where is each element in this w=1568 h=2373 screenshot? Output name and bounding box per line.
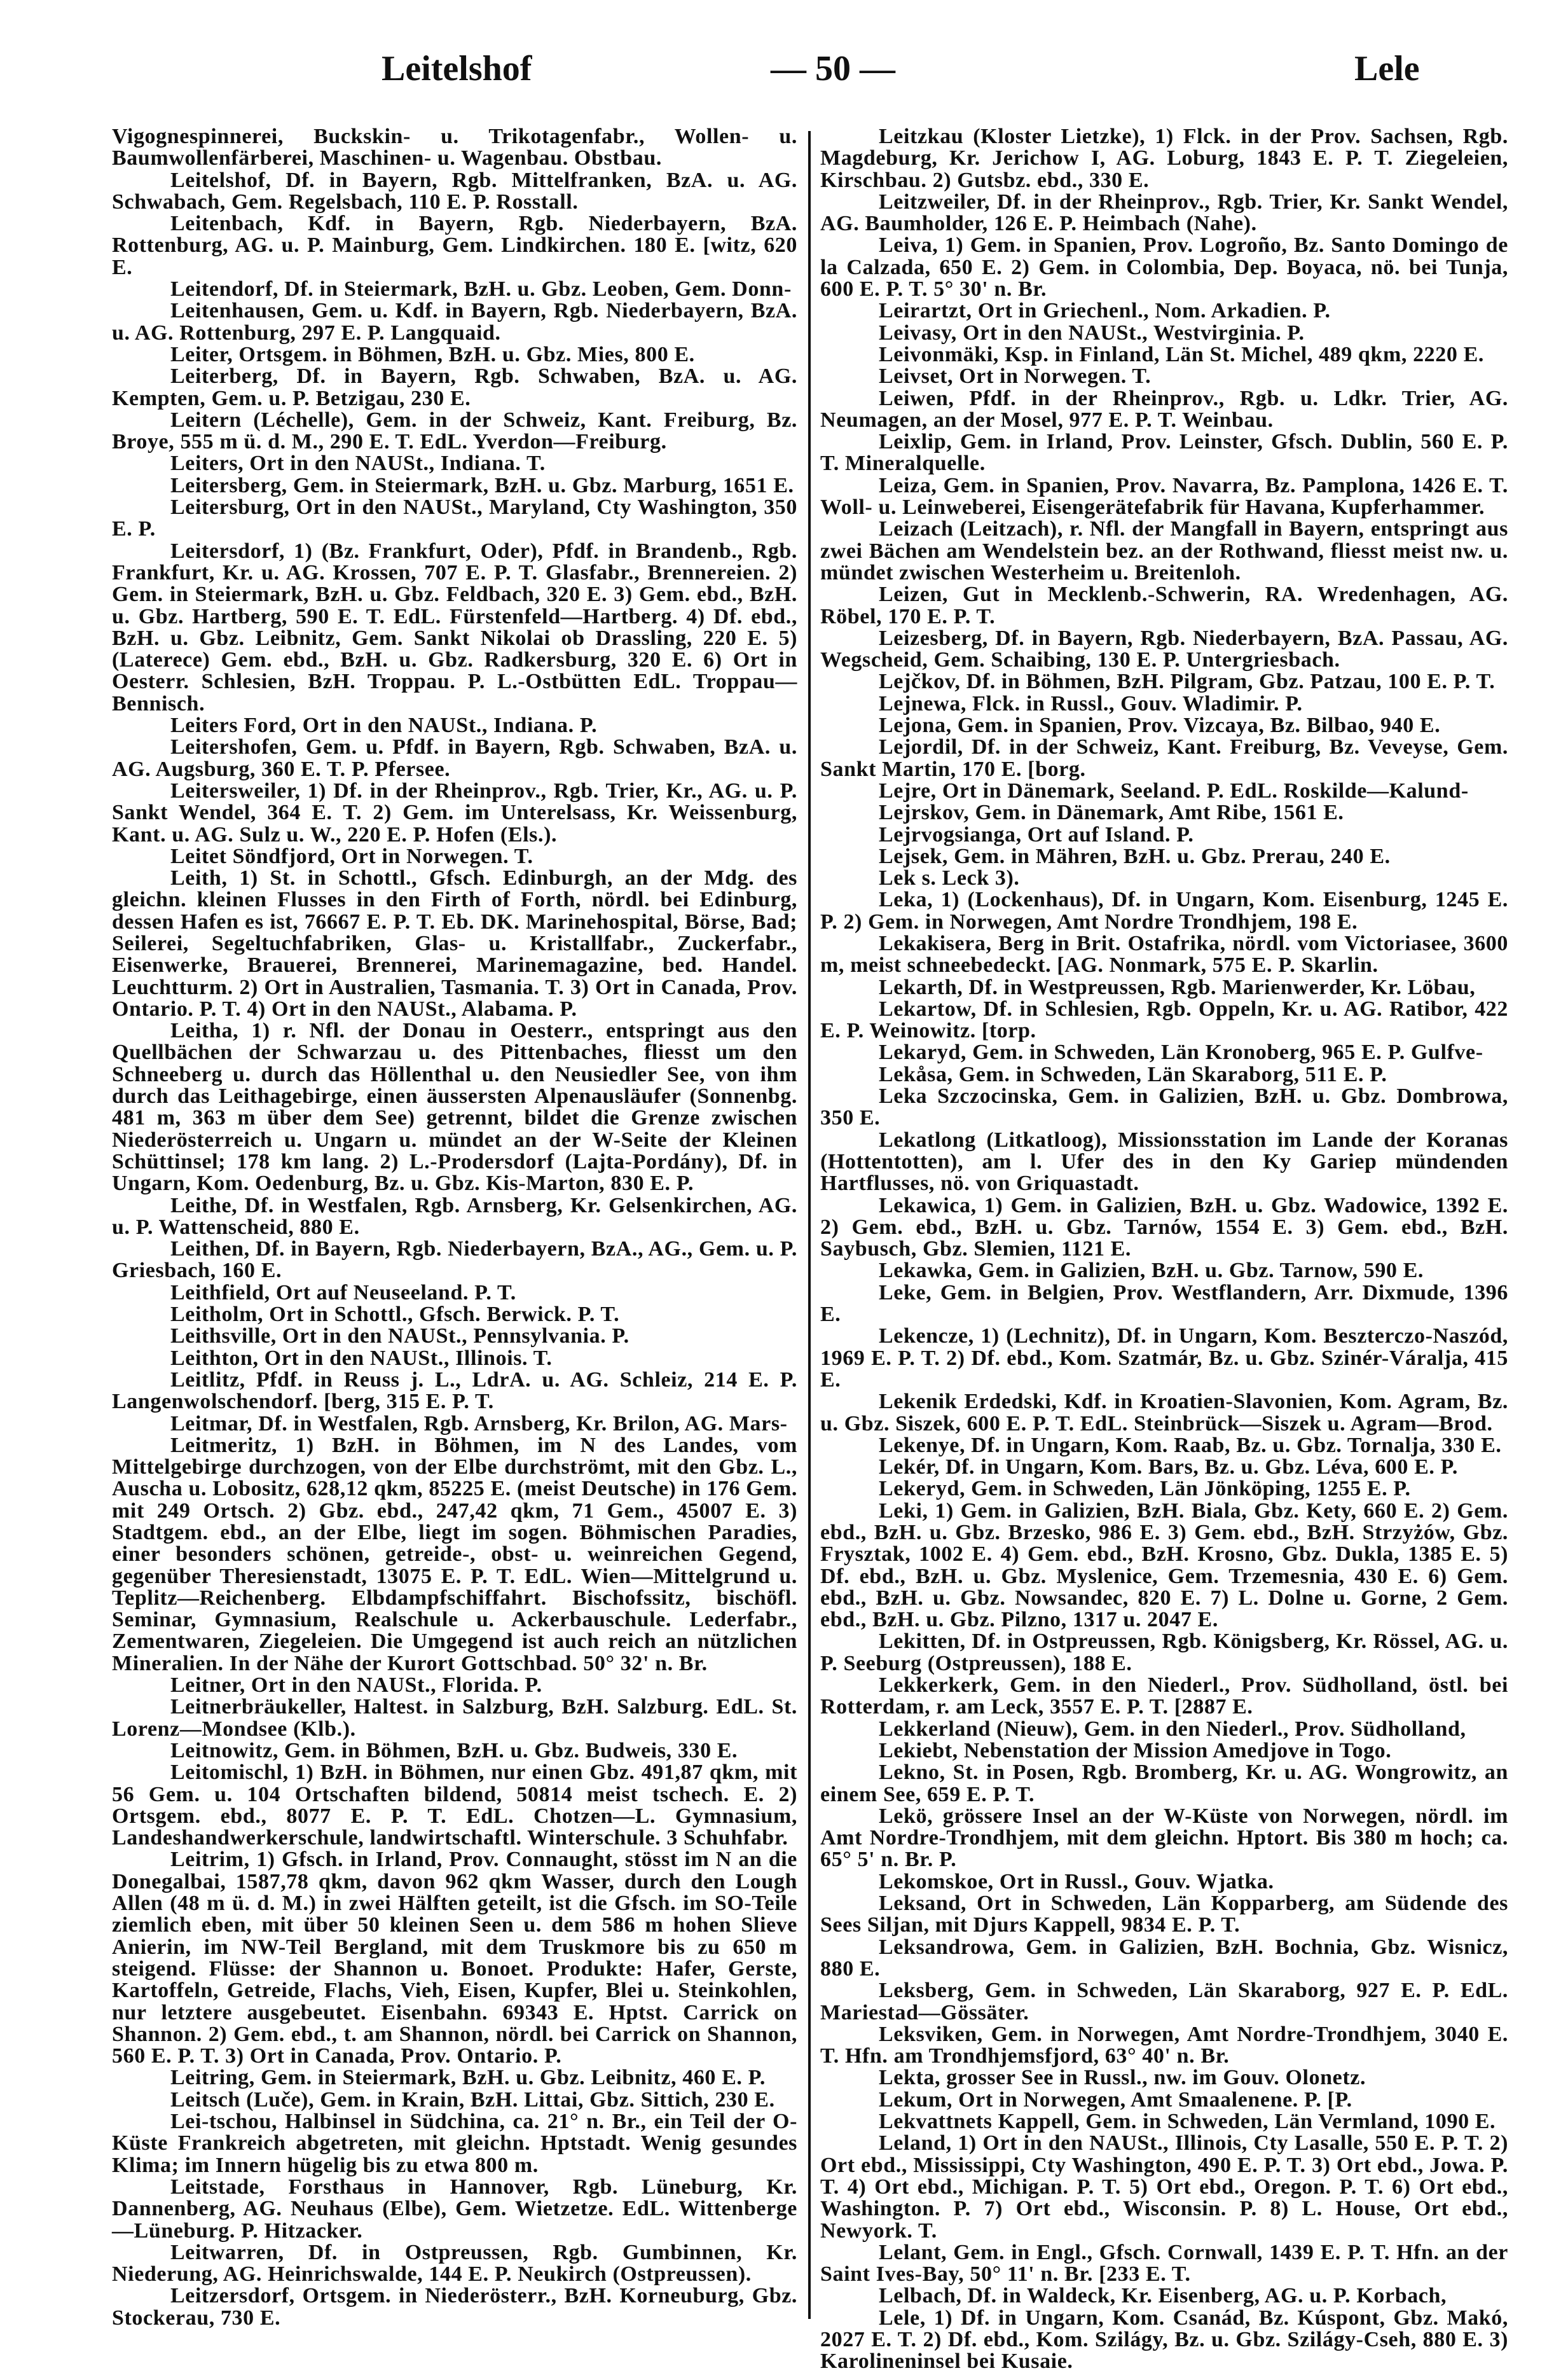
- gazetteer-entry: Leitersweiler, 1) Df. in der Rheinprov., Rgb. Trier, Kr., AG. u. P. Sankt Wendel, 364 E. T. 2) Gem. im Unterelsass, Kr. Weissenburg, Kant. u. AG. Sulz u. W., 220 E. P. Hofen (Els.).: [112, 778, 797, 847]
- gazetteer-entry: Lekum, Ort in Norwegen, Amt Smaalenene. P. [P.: [879, 2087, 1352, 2112]
- gazetteer-entry: Leitmar, Df. in Westfalen, Rgb. Arnsberg, Kr. Brilon, AG. Mars-: [170, 1411, 788, 1436]
- gazetteer-entry: Leizesberg, Df. in Bayern, Rgb. Niederbayern, BzA. Passau, AG. Wegscheid, Gem. Schaibing, 130 E. P. Untergriesbach.: [820, 626, 1508, 672]
- gazetteer-entry: Leitenbach, Kdf. in Bayern, Rgb. Niederbayern, BzA. Rottenburg, AG. u. P. Mainburg, Gem. Lindkirchen. 180 E. [witz, 620 E.: [112, 212, 797, 279]
- gazetteer-entry: Leithen, Df. in Bayern, Rgb. Niederbayern, BzA., AG., Gem. u. P. Griesbach, 160 E.: [112, 1237, 797, 1283]
- gazetteer-entry: Lelbach, Df. in Waldeck, Kr. Eisenberg, AG. u. P. Korbach,: [879, 2284, 1447, 2308]
- gazetteer-entry: Lekawka, Gem. in Galizien, BzH. u. Gbz. Tarnow, 590 E.: [879, 1259, 1424, 1283]
- gazetteer-entry: Leith, 1) St. in Schottl., Gfsch. Edinburgh, an der Mdg. des gleichn. kleinen Flusses in den Firth of Forth, nördl. bei Edinburg, dessen Hafen es ist, 76667 E. P. T. Eb. DK. Marinehospital, Börse, Bad; Seilerei, Segeltuchfabriken, Glas- u. Kristallfabr., Zuckerfabr., Eisenwerke, Brauerei, Brennerei, Marinemagazine, bed. Handel. Leuchtturm. 2) Ort in Australien, Tasmania. T. 3) Ort in Canada, Prov. Ontario. P. T. 4) Ort in den NAUSt., Alabama. P.: [112, 866, 797, 1021]
- gazetteer-entry: Lekenik Erdedski, Kdf. in Kroatien-Slavonien, Kom. Agram, Bz. u. Gbz. Siszek, 600 E. P. T. EdL. Steinbrück—Siszek u. Agram—Brod.: [820, 1390, 1508, 1436]
- gazetteer-entry: Lekitten, Df. in Ostpreussen, Rgb. Königsberg, Kr. Rössel, AG. u. P. Seeburg (Ostpreussen), 188 E.: [820, 1629, 1508, 1675]
- gazetteer-entry: Leksand, Ort in Schweden, Län Kopparberg, am Südende des Sees Siljan, mit Djurs Kappell, 9834 E. P. T.: [820, 1892, 1508, 1937]
- gazetteer-entry: Leksberg, Gem. in Schweden, Län Skaraborg, 927 E. P. EdL. Mariestad—Gössäter.: [820, 1979, 1508, 2024]
- gazetteer-entry: Lekvattnets Kappell, Gem. in Schweden, Län Vermland, 1090 E.: [879, 2110, 1496, 2134]
- gazetteer-entry: Lekartow, Df. in Schlesien, Rgb. Oppeln, Kr. u. AG. Ratibor, 422 E. P. Weinowitz. [torp.: [820, 997, 1508, 1043]
- gazetteer-entry: Lekawica, 1) Gem. in Galizien, BzH. u. Gbz. Wadowice, 1392 E. 2) Gem. ebd., BzH. u. Gbz. Tarnów, 1554 E. 3) Gem. ebd., BzH. Saybusch, Gbz. Slemien, 1121 E.: [820, 1193, 1508, 1261]
- gazetteer-entry: Leitholm, Ort in Schottl., Gfsch. Berwick. P. T.: [170, 1303, 620, 1327]
- gazetteer-entry: Leki, 1) Gem. in Galizien, BzH. Biala, Gbz. Kety, 660 E. 2) Gem. ebd., BzH. u. Gbz. Brzesko, 986 E. 3) Gem. ebd., BzH. Strzyżów, Gbz. Frysztak, 1002 E. 4) Gem. ebd., BzH. Krosno, Gbz. Dukla, 1385 E. 5) Df. ebd., BzH. u. Gbz. Myslenice, Gem. Trzemesnia, 430 E. 6) Gem. ebd., BzH. u. Gbz. Nowsandec, 820 E. 7) L. Dolne u. Gorne, 2 Gem. ebd., BzH. u. Gbz. Pilzno, 1317 u. 2047 E.: [820, 1498, 1508, 1632]
- gazetteer-entry: Leitwarren, Df. in Ostpreussen, Rgb. Gumbinnen, Kr. Niederung, AG. Heinrichswalde, 144 E. P. Neukirch (Ostpreussen).: [112, 2240, 797, 2287]
- gazetteer-entry: Leitnowitz, Gem. in Böhmen, BzH. u. Gbz. Budweis, 330 E.: [170, 1738, 738, 1762]
- header-last-keyword: Lele: [1354, 49, 1420, 88]
- gazetteer-entry: Leitzweiler, Df. in der Rheinprov., Rgb. Trier, Kr. Sankt Wendel, AG. Baumholder, 126 E. P. Heimbach (Nahe).: [820, 190, 1508, 236]
- gazetteer-entry: Leitzkau (Kloster Lietzke), 1) Flck. in der Prov. Sachsen, Rgb. Magdeburg, Kr. Jerichow I, AG. Loburg, 1843 E. P. T. Ziegeleien, Kirschbau. 2) Gutsbz. ebd., 330 E.: [820, 125, 1508, 192]
- gazetteer-entry: Lejre, Ort in Dänemark, Seeland. P. EdL. Roskilde—Kalund-: [879, 778, 1469, 803]
- gazetteer-entry: Lelant, Gem. in Engl., Gfsch. Cornwall, 1439 E. P. T. Hfn. an der Saint Ives-Bay, 50° 11' n. Br. [233 E. T.: [820, 2240, 1508, 2287]
- gazetteer-entry: Leirartzt, Ort in Griechenl., Nom. Arkadien. P.: [879, 299, 1331, 323]
- gazetteer-entry: Leitenhausen, Gem. u. Kdf. in Bayern, Rgb. Niederbayern, BzA. u. AG. Rottenburg, 297 E. P. Langquaid.: [112, 299, 797, 345]
- gazetteer-entry: Lekkerkerk, Gem. in den Niederl., Prov. Südholland, östl. bei Rotterdam, r. am Leck, 3557 E. P. T. [2887 E.: [820, 1673, 1508, 1719]
- gazetteer-entry: Leitelshof, Df. in Bayern, Rgb. Mittelfranken, BzA. u. AG. Schwabach, Gem. Regelsbach, 110 E. P. Rosstall.: [112, 168, 797, 214]
- gazetteer-entry: Leitnerbräukeller, Haltest. in Salzburg, BzH. Salzburg. EdL. St. Lorenz—Mondsee (Klb.).: [112, 1695, 797, 1741]
- gazetteer-entry: Lejsek, Gem. in Mähren, BzH. u. Gbz. Prerau, 240 E.: [879, 844, 1391, 868]
- gazetteer-entry: Leitomischl, 1) BzH. in Böhmen, nur einen Gbz. 491,87 qkm, mit 56 Gem. u. 104 Ortschaften bildend, 50814 meist tschech. E. 2) Ortsgem. ebd., 8077 E. P. T. EdL. Chotzen—L. Gymnasium, Landeshandwerkerschule, landwirtschaftl. Winterschule. 3 Schuhfabr.: [112, 1761, 797, 1850]
- gazetteer-entry: Lekkerland (Nieuw), Gem. in den Niederl., Prov. Südholland,: [879, 1717, 1466, 1741]
- gazetteer-entry: Leksviken, Gem. in Norwegen, Amt Nordre-Trondhjem, 3040 E. T. Hfn. am Trondhjemsfjord, 63° 40' n. Br.: [820, 2022, 1508, 2068]
- gazetteer-entry: Leitersburg, Ort in den NAUSt., Maryland, Cty Washington, 350 E. P.: [112, 495, 797, 541]
- gazetteer-entry: Lekta, grosser See in Russl., nw. im Gouv. Olonetz.: [879, 2066, 1366, 2090]
- gazetteer-entry: Lejrskov, Gem. in Dänemark, Amt Ribe, 1561 E.: [879, 801, 1344, 825]
- gazetteer-entry: Leitersdorf, 1) (Bz. Frankfurt, Oder), Pfdf. in Brandenb., Rgb. Frankfurt, Kr. u. AG. Krossen, 707 E. P. T. Glasfabr., Brennereien. 2) Gem. in Steiermark, BzH. u. Gbz. Feldbach, 320 E. 3) Gem. ebd., BzH. u. Gbz. Hartberg, 590 E. T. EdL. Fürstenfeld—Hartberg. 4) Df. ebd., BzH. u. Gbz. Leibnitz, Gem. Sankt Nikolai ob Drassling, 220 E. 5) (Laterece) Gem. ebd., BzH. u. Gbz. Radkersburg, 320 E. 6) Ort in Oesterr. Schlesien, BzH. Troppau. P. L.-Ostbütten EdL. Troppau—Bennisch.: [112, 539, 797, 716]
- gazetteer-entry: Leiters Ford, Ort in den NAUSt., Indiana. P.: [170, 714, 598, 738]
- gazetteer-entry: Lekeryd, Gem. in Schweden, Län Jönköping, 1255 E. P.: [879, 1477, 1411, 1501]
- gazetteer-entry: Lejnewa, Flck. in Russl., Gouv. Wladimir. P.: [879, 691, 1303, 716]
- gazetteer-entry: Leitmeritz, 1) BzH. in Böhmen, im N des Landes, vom Mittelgebirge durchzogen, von der Elbe durchströmt, mit den Gbz. L., Auscha u. Lobositz, 628,12 qkm, 85225 E. (meist Deutsche) in 176 Gem. mit 249 Ortsch. 2) Gbz. ebd., 247,42 qkm, 71 Gem., 45007 E. 3) Stadtgem. ebd., an der Elbe, liegt im sogen. Böhmischen Paradies, einer besonders schönen, getreide-, obst- u. weinreichen Gegend, gegenüber Theresienstadt, 13075 E. P. T. EdL. Wien—Mittelgrund u. Teplitz—Reichenberg. Elbdampfschiffahrt. Bischofssitz, bischöfl. Seminar, Gymnasium, Realschule u. Ackerbauschule. Lederfabr., Zementwaren, Ziegeleien. Die Umgegend ist auch reich an nützlichen Mineralien. In der Nähe der Kurort Gottschbad. 50° 32' n. Br.: [112, 1433, 797, 1675]
- gazetteer-entry: Leithton, Ort in den NAUSt., Illinois. T.: [170, 1346, 553, 1370]
- header-first-keyword: Leitelshof: [382, 49, 532, 88]
- gazetteer-entry: Lekno, St. in Posen, Rgb. Bromberg, Kr. u. AG. Wongrowitz, an einem See, 659 E. P. T.: [820, 1761, 1508, 1806]
- gazetteer-entry: Lekatlong (Litkatloog), Missionsstation im Lande der Koranas (Hottentotten), am l. Ufer des in den Ky Gariep mündenden Hartflusses, nö. von Griquastadt.: [820, 1128, 1508, 1196]
- gazetteer-entry: Leitring, Gem. in Steiermark, BzH. u. Gbz. Leibnitz, 460 E. P.: [170, 2066, 766, 2090]
- gazetteer-entry: Leitersberg, Gem. in Steiermark, BzH. u. Gbz. Marburg, 1651 E.: [170, 473, 794, 497]
- gazetteer-entry: Leiza, Gem. in Spanien, Prov. Navarra, Bz. Pamplona, 1426 E. T. Woll- u. Leinweberei, Eisengerätefabrik für Havana, Kupferhammer.: [820, 473, 1508, 520]
- gazetteer-entry: Leitendorf, Df. in Steiermark, BzH. u. Gbz. Leoben, Gem. Donn-: [170, 277, 792, 301]
- gazetteer-entry: Leivasy, Ort in den NAUSt., Westvirginia. P.: [879, 321, 1305, 345]
- page-number: — 50 —: [771, 49, 895, 88]
- gazetteer-entry: Leixlip, Gem. in Irland, Prov. Leinster, Gfsch. Dublin, 560 E. P. T. Mineralquelle.: [820, 430, 1508, 476]
- gazetteer-entry: Leiva, 1) Gem. in Spanien, Prov. Logroño, Bz. Santo Domingo de la Calzada, 650 E. 2) Gem. in Colombia, Dep. Boyaca, nö. bei Tunja, 600 E. P. T. 5° 30' n. Br.: [820, 233, 1508, 301]
- gazetteer-entry: Leitet Söndfjord, Ort in Norwegen. T.: [170, 844, 533, 868]
- gazetteer-entry: Lekö, grössere Insel an der W-Küste von Norwegen, nördl. im Amt Nordre-Trondhjem, mit dem gleichn. Hptort. Bis 380 m hoch; ca. 65° 5' n. Br. P.: [820, 1804, 1508, 1872]
- gazetteer-entry: Leizen, Gut in Mecklenb.-Schwerin, RA. Wredenhagen, AG. Röbel, 170 E. P. T.: [820, 583, 1508, 628]
- gazetteer-entry: Lejona, Gem. in Spanien, Prov. Vizcaya, Bz. Bilbao, 940 E.: [879, 714, 1441, 738]
- gazetteer-entry: Leka Szczocinska, Gem. in Galizien, BzH. u. Gbz. Dombrowa, 350 E.: [820, 1084, 1508, 1130]
- gazetteer-entry: Leizach (Leitzach), r. Nfl. der Mangfall in Bayern, entspringt aus zwei Bächen am Wendelstein bez. an der Rothwand, fliesst meist nw. u. mündet zwischen Westerheim u. Breitenloh.: [820, 517, 1508, 585]
- gazetteer-entry: Leiter, Ortsgem. in Böhmen, BzH. u. Gbz. Mies, 800 E.: [170, 342, 695, 366]
- gazetteer-entry: Lekakisera, Berg in Brit. Ostafrika, nördl. vom Victoriasee, 3600 m, meist schneebedeckt. [AG. Nonmark, 575 E. P. Skarlin.: [820, 931, 1508, 978]
- gazetteer-entry: Lekomskoe, Ort in Russl., Gouv. Wjatka.: [879, 1869, 1274, 1893]
- gazetteer-entry: Lekarth, Df. in Westpreussen, Rgb. Marienwerder, Kr. Löbau,: [879, 975, 1476, 999]
- gazetteer-entry: Leiterberg, Df. in Bayern, Rgb. Schwaben, BzA. u. AG. Kempten, Gem. u. P. Betzigau, 230 E.: [112, 364, 797, 410]
- gazetteer-entry: Lejordil, Df. in der Schweiz, Kant. Freiburg, Bz. Veveyse, Gem. Sankt Martin, 170 E. [borg.: [820, 735, 1508, 781]
- gazetteer-entry: Leland, 1) Ort in den NAUSt., Illinois, Cty Lasalle, 550 E. P. T. 2) Ort ebd., Mississippi, Cty Washington, 490 E. P. T. 3) Ort ebd., Jowa. P. T. 4) Ort ebd., Michigan. P. T. 5) Ort ebd., Oregon. P. T. 6) Ort ebd., Washington. P. 7) Ort ebd., Wisconsin. P. 8) L. House, Ort ebd., Newyork. T.: [820, 2131, 1508, 2243]
- gazetteer-entry: Vigognespinnerei, Buckskin- u. Trikotagenfabr., Wollen- u. Baumwollenfärberei, Maschinen- u. Wagenbau. Obstbau.: [112, 125, 797, 170]
- gazetteer-entry: Lejrvogsianga, Ort auf Island. P.: [879, 822, 1194, 847]
- gazetteer-entry: Lejčkov, Df. in Böhmen, BzH. Pilgram, Gbz. Patzau, 100 E. P. T.: [879, 670, 1496, 694]
- gazetteer-entry: Lei-tschou, Halbinsel in Südchina, ca. 21° n. Br., ein Teil der O-Küste Frankreich abgetreten, mit gleichn. Hptstadt. Wenig gesundes Klima; im Innern hügelig bis zu etwa 800 m.: [112, 2110, 797, 2177]
- gazetteer-entry: Leivset, Ort in Norwegen. T.: [879, 364, 1152, 389]
- gazetteer-entry: Leiters, Ort in den NAUSt., Indiana. T.: [170, 452, 546, 476]
- gazetteer-entry: Leitstade, Forsthaus in Hannover, Rgb. Lüneburg, Kr. Dannenberg, AG. Neuhaus (Elbe), Gem. Wietzetze. EdL. Wittenberge—Lüneburg. P. Hitzacker.: [112, 2175, 797, 2243]
- gazetteer-entry: Lele, 1) Df. in Ungarn, Kom. Csanád, Bz. Kúspont, Gbz. Makó, 2027 E. T. 2) Df. ebd., Kom. Szilágy, Bz. u. Gbz. Szilágy-Cseh, 880 E. 3) Karolineninsel bei Kusaie.: [820, 2306, 1508, 2373]
- gazetteer-entry: Leitern (Léchelle), Gem. in der Schweiz, Kant. Freiburg, Bz. Broye, 555 m ü. d. M., 290 E. T. EdL. Yverdon—Freiburg.: [112, 408, 797, 454]
- gazetteer-entry: Lekåsa, Gem. in Schweden, Län Skaraborg, 511 E. P.: [879, 1062, 1387, 1086]
- gazetteer-entry: Leitzersdorf, Ortsgem. in Niederösterr., BzH. Korneuburg, Gbz. Stockerau, 730 E.: [112, 2284, 797, 2330]
- gazetteer-entry: Lek s. Leck 3).: [879, 866, 1020, 890]
- column-divider: [808, 131, 811, 2319]
- gazetteer-entry: Leke, Gem. in Belgien, Prov. Westflandern, Arr. Dixmude, 1396 E.: [820, 1280, 1508, 1327]
- gazetteer-entry: Leitershofen, Gem. u. Pfdf. in Bayern, Rgb. Schwaben, BzA. u. AG. Augsburg, 360 E. T. P. Pfersee.: [112, 735, 797, 781]
- gazetteer-entry: Leitrim, 1) Gfsch. in Irland, Prov. Connaught, stösst im N an die Donegalbai, 1587,78 qkm, davon 962 qkm Wasser, durch den Lough Allen (48 m ü. d. M.) in zwei Hälften geteilt, ist die Gfsch. im SO-Teile ziemlich eben, mit über 50 kleinen Seen u. dem 586 m hohen Slieve Anierin, im NW-Teil Bergland, mit dem Truskmore bis zu 650 m steigend. Flüsse: der Shannon u. Bonoet. Produkte: Hafer, Gerste, Kartoffeln, Getreide, Flachs, Vieh, Eisen, Kupfer, Blei u. Steinkohlen, nur letztere ausgebeutet. Eisenbahn. 69343 E. Hptst. Carrick on Shannon. 2) Gem. ebd., t. am Shannon, nördl. bei Carrick on Shannon, 560 E. P. T. 3) Ort in Canada, Prov. Ontario. P.: [112, 1848, 797, 2068]
- gazetteer-entry: Lekenye, Df. in Ungarn, Kom. Raab, Bz. u. Gbz. Tornalja, 330 E.: [879, 1433, 1502, 1457]
- gazetteer-entry: Leivonmäki, Ksp. in Finland, Län St. Michel, 489 qkm, 2220 E.: [879, 342, 1484, 366]
- gazetteer-entry: Lekaryd, Gem. in Schweden, Län Kronoberg, 965 E. P. Gulfve-: [879, 1041, 1483, 1065]
- gazetteer-entry: Leiwen, Pfdf. in der Rheinprov., Rgb. u. Ldkr. Trier, AG. Neumagen, an der Mosel, 977 E. P. T. Weinbau.: [820, 386, 1508, 432]
- gazetteer-entry: Lekencze, 1) (Lechnitz), Df. in Ungarn, Kom. Beszterczo-Naszód, 1969 E. P. T. 2) Df. ebd., Kom. Szatmár, Bz. u. Gbz. Szinér-Váralja, 415 E.: [820, 1324, 1508, 1392]
- left-column: [112, 126, 797, 2329]
- gazetteer-entry: Leitha, 1) r. Nfl. der Donau in Oesterr., entspringt aus den Quellbächen der Schwarzau u. des Pittenbaches, fliesst um den Schneeberg u. durch das Höllenthal u. den Neusiedler See, von ihm durch das Leithagebirge, einen äussersten Alpenausläufer (Sonnenbg. 481 m, 363 m über dem See) getrennt, bildet die Grenze zwischen Niederösterreich u. Ungarn u. mündet an der W-Seite der Kleinen Schüttinsel; 178 km lang. 2) L.-Prodersdorf (Lajta-Pordány), Df. in Ungarn, Kom. Oedenburg, Bz. u. Gbz. Kis-Marton, 830 E. P.: [112, 1019, 797, 1196]
- gazetteer-entry: Leithfield, Ort auf Neuseeland. P. T.: [170, 1280, 516, 1304]
- gazetteer-entry: Leitsch (Luče), Gem. in Krain, BzH. Littai, Gbz. Sittich, 230 E.: [170, 2087, 775, 2112]
- gazetteer-entry: Leitlitz, Pfdf. in Reuss j. L., LdrA. u. AG. Schleiz, 214 E. P. Langenwolschendorf. [berg, 315 E. P. T.: [112, 1367, 797, 1414]
- gazetteer-entry: Leksandrowa, Gem. in Galizien, BzH. Bochnia, Gbz. Wisnicz, 880 E.: [820, 1935, 1508, 1981]
- gazetteer-entry: Lekiebt, Nebenstation der Mission Amedjove in Togo.: [879, 1738, 1392, 1762]
- gazetteer-entry: Leka, 1) (Lockenhaus), Df. in Ungarn, Kom. Eisenburg, 1245 E. P. 2) Gem. in Norwegen, Amt Nordre Trondhjem, 198 E.: [820, 888, 1508, 934]
- right-column: [820, 126, 1508, 2373]
- gazetteer-entry: Lekér, Df. in Ungarn, Kom. Bars, Bz. u. Gbz. Léva, 600 E. P.: [879, 1455, 1458, 1479]
- gazetteer-entry: Leithsville, Ort in den NAUSt., Pennsylvania. P.: [170, 1324, 629, 1348]
- gazetteer-entry: Leithe, Df. in Westfalen, Rgb. Arnsberg, Kr. Gelsenkirchen, AG. u. P. Wattenscheid, 880 E.: [112, 1193, 797, 1239]
- gazetteer-entry: Leitner, Ort in den NAUSt., Florida. P.: [170, 1673, 542, 1698]
